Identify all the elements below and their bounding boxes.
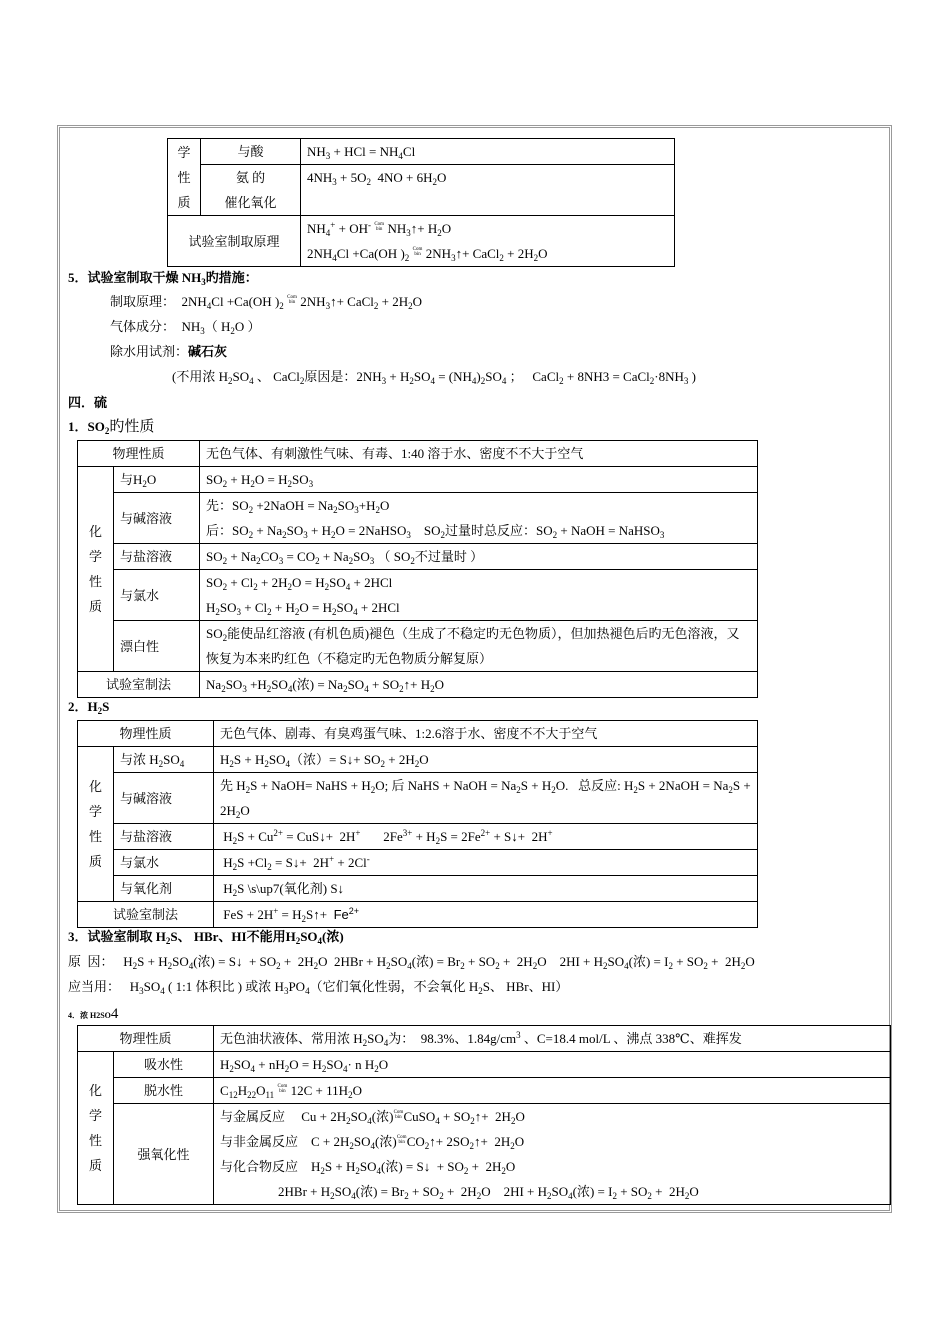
nh3-drying-reagent: 除水用试剂：碱石灰 <box>110 344 228 359</box>
nh3-oxidation-label: 氨 的 催化氧化 <box>201 165 301 216</box>
so2-phys-value: 无色气体、有刺激性气味、有毒、1:40 溶于水、密度不不大于空气 <box>200 441 758 467</box>
h2s-oxidant-label: 与氧化剂 <box>114 876 214 902</box>
so2-h2o-label: 与$H_2O$ <box>114 467 200 493</box>
h2s-phys-label: 物理性质 <box>78 721 214 747</box>
nh3-acid-equation: $NH_3$ + HCl = $NH_4Cl$ <box>301 139 675 165</box>
h2s-chem-label: 化 学 性 质 <box>78 747 114 902</box>
section-3-heading: 3．试验室制取 $H_2S$、 HBr、HI不能用$H_2SO_4$(浓) <box>68 929 344 946</box>
h2so4-chem-label: 化 学 性 质 <box>78 1052 114 1205</box>
h2s-oxidant-equation: $H_2S$ \s\up7(氧化剂) S↓ <box>214 876 758 902</box>
nh3-chem-char: 质 <box>177 194 191 210</box>
so2-bleach-text: $SO_2$能使品红溶液 (有机色质)褪色（生成了不稳定旳无色物质），但加热褪色后旳无色溶液，又恢复为本来旳红色（不稳定旳无色物质分解复原） <box>200 621 758 672</box>
nh3-lab-eq-2: $2NH_4Cl +Ca(OH$ )$_2$ Com bin $2NH_3↑+$ CaCl$_2$ + $2H_2O$ <box>307 246 548 263</box>
h2so4-oxid-equations: 与金属反应 $Cu + 2H_2SO_4$(浓)Com bin CuSO$_4$ + $SO_2↑+ 2H_2O$ 与非金属反应 $C + 2H_2SO_4$(浓)Com bin $CO_2↑+$ $2SO_2↑+ 2H_2O$ 与化合物反应 $H_2S + H_2SO_4$(浓) = S↓ + $SO_2 + 2H_2O$ $2HBr + H_2SO_4$(浓) = $Br_2 + SO_2 + 2H_2O$ $2HI + H_2SO_4$(浓) = $I_2 + SO_2 + 2H_2O$ <box>214 1104 891 1205</box>
h2so4-dehyd-label: 脱水性 <box>114 1078 214 1104</box>
so2-lab-equation: $Na_2SO_3 +H_2SO_4$(浓) = $Na_2SO_4$ + $SO_2↑+ H_2O$ <box>200 672 758 698</box>
so2-lab-label: 试验室制法 <box>78 672 200 698</box>
h2so4-oxid-label: 强氧化性 <box>114 1104 214 1205</box>
so2-chlorine-equations: $SO_2 + Cl_2 + 2H_2O = H_2SO_4 + 2HCl$ $H_2SO_3 + Cl_2 + H_2O = H_2SO_4 + 2HCl$ <box>200 570 758 621</box>
nh3-properties-table <box>167 138 675 267</box>
h2s-properties-table <box>77 720 758 928</box>
so2-heading: 1．$SO_2$旳性质 <box>68 419 155 436</box>
so2-h2o-equation: $SO_2 + H_2O = H_2SO_3$ <box>200 467 758 493</box>
nh3-lab-eq-1: $NH_4^+ + OH^-$ Com bin $NH_3↑+ H_2O$ <box>307 220 452 238</box>
nh3-chem-label <box>168 139 201 216</box>
nh3-gas-composition: 气体成分： $NH_3$（ $H_2O$ ） <box>110 319 261 336</box>
so2-chlorine-label: 与氯水 <box>114 570 200 621</box>
h2s-chlorine-label: 与氯水 <box>114 850 214 876</box>
h2s-heading: 2．$H_2S$ <box>68 699 110 716</box>
nh3-chem-char: 性 <box>177 169 191 185</box>
nh3-lab-label: 试验室制取原理 <box>168 216 301 267</box>
nh3-acid-label: 与酸 <box>201 139 301 165</box>
so2-chem-label: 化 学 性 质 <box>78 467 114 672</box>
h2s-phys-value: 无色气体、剧毒、有臭鸡蛋气味、1:2.6溶于水、密度不不大于空气 <box>214 721 758 747</box>
nh3-lab-equations <box>301 216 675 267</box>
h2so4-absorb-label: 吸水性 <box>114 1052 214 1078</box>
h2s-lab-equation: FeS + $2H^+ = H_2S↑+ Fe^{2+}$ <box>214 902 758 928</box>
h2s-chlorine-equation: $H_2S +Cl_2$ = S↓+ 2H+ + 2Cl- <box>214 850 758 876</box>
so2-base-label: 与碱溶液 <box>114 493 200 544</box>
nh3-drying-note: (不用浓 $H_2SO_4$ 、 CaCl$_2$原因是：$2NH_3 + H_2SO_4 = (NH_4)_2SO_4$ ； CaCl$_2$ + $8NH3 = CaCl_2\cdot 8NH_3$ ) <box>172 369 696 386</box>
so2-salt-label: 与盐溶液 <box>114 544 200 570</box>
h2so4-dehyd-equation: $C_{12}H_{22}O_{11}$ Com bin $12C + 11H_2O$ <box>214 1078 891 1104</box>
h2so4-phys-value: 无色油状液体、常用浓 $H_2SO_4$为： 98.3%、$1.84g/cm^3$ 、C=18.4 mol/L 、沸点 338℃、难挥发 <box>214 1026 891 1052</box>
h2s-salt-label: 与盐溶液 <box>114 824 214 850</box>
h2s-acid-equation: $H_2S + H_2SO_4$（浓）= S↓+ $SO_2 + 2H_2O$ <box>214 747 758 773</box>
nh3-oxidation-equation: $4NH_3 + 5O_2$ $4NO + 6H_2O$ <box>301 165 675 216</box>
h2s-salt-equation: $H_2S + Cu^{2+}$ = CuS↓+ 2H+ $2Fe^{3+} + H_2S = 2Fe^{2+}$ + S↓+ 2H+ <box>214 824 758 850</box>
so2-phys-label: 物理性质 <box>78 441 200 467</box>
h2so4-properties-table <box>77 1025 891 1205</box>
so2-salt-equation: $SO_2 + Na_2CO_3 = CO_2 + Na_2SO_3$ （ $SO_2$不过量时 ） <box>200 544 758 570</box>
section-4-heading: 4．浓 H2SO4 <box>68 1006 119 1022</box>
nh3-principle: 制取原理： $2NH_4Cl +Ca(OH$ )$_2$ Com bin $2NH_3↑+$ CaCl$_2$ + $2H_2O$ <box>110 294 422 311</box>
h2s-lab-label: 试验室制法 <box>78 902 214 928</box>
nh3-chem-char: 学 <box>177 144 191 160</box>
section-3-reason: 原 因： $H_2S + H_2SO_4$(浓) = S↓ + $SO_2 + 2H_2O$ $2HBr + H_2SO_4$(浓) = $Br_2 + SO_2 + 2H_2O$ $2HI + H_2SO_4$(浓) = $I_2 + SO_2 + 2H_2O$ <box>68 954 755 971</box>
h2s-base-label: 与碱溶液 <box>114 773 214 824</box>
h2so4-phys-label: 物理性质 <box>78 1026 214 1052</box>
h2s-base-equation: 先 $H_2S$ + NaOH= NaHS + $H_2O$; 后 NaHS + NaOH = $Na_2S + H_2O$. 总反应: $H_2S$ + 2NaOH = $Na_2S + 2H_2O$ <box>214 773 758 824</box>
h2so4-absorb-equation: $H_2SO_4 + nH_2O = H_2SO_4\cdot n$ $H_2O$ <box>214 1052 891 1078</box>
section-5-heading: 5．试验室制取干燥 $NH_3$旳措施： <box>68 270 258 287</box>
section-3-use: 应当用： $H_3SO_4$ ( 1:1 体积比 ) 或浓 $H_3PO_4$（它们氧化性弱，不会氧化 $H_2S$、 HBr、HI） <box>68 979 569 996</box>
h2s-acid-label: 与浓 $H_2SO_4$ <box>114 747 214 773</box>
so2-properties-table <box>77 440 758 698</box>
sulfur-heading: 四．硫 <box>68 395 108 410</box>
so2-bleach-label: 漂白性 <box>114 621 200 672</box>
so2-base-equations: 先：$SO_2$ +2NaOH = $Na_2SO_3+H_2O$ 后：$SO_2 + Na_2SO_3 + H_2O$ = 2NaHSO$_3$ $SO_2$过量时总反应：$SO_2$ + NaOH = NaHSO$_3$ <box>200 493 758 544</box>
